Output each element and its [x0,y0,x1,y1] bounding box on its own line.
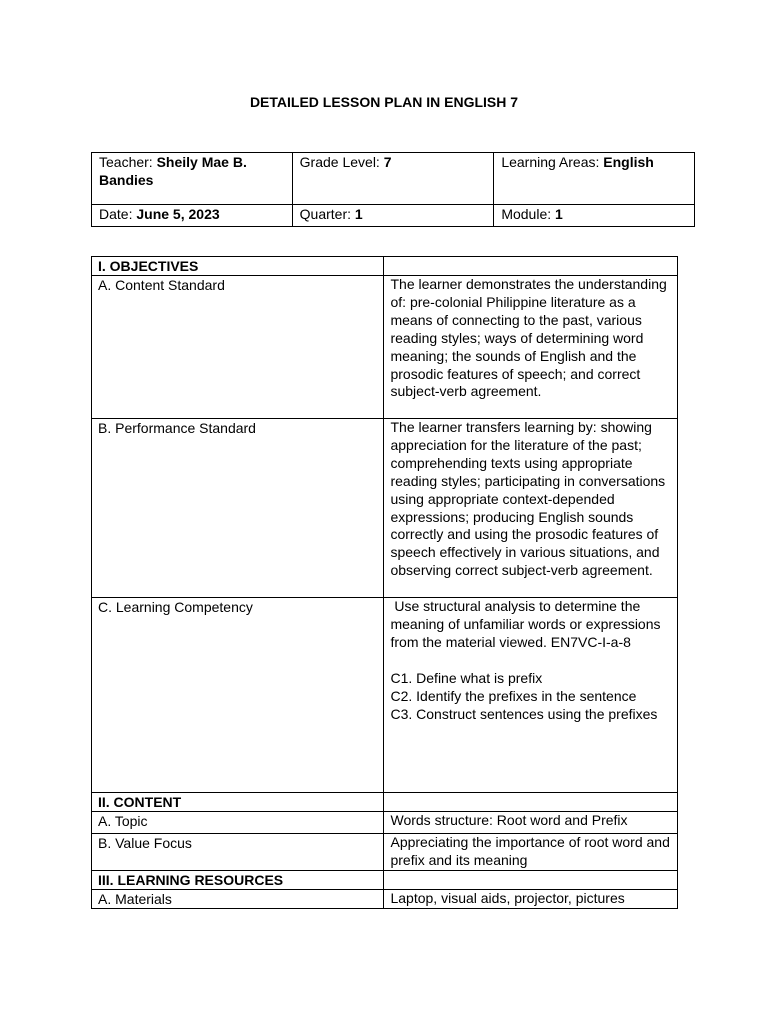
table-row [92,276,678,419]
grade-level-label: Grade Level: [299,154,384,170]
content-standard-text: The learner demonstrates the understanding of: pre-colonial Philippine literature as a means of connecting to the past, various reading styles; ways of determining word meaning; the sounds of English and the prosodic features of speech; and correct subject-verb agreement. [384,276,678,419]
module-cell [494,205,695,227]
quarter-label: Quarter: [299,206,355,222]
learning-competency-cell [384,598,678,793]
learning-competency-text: Use structural analysis to determine the meaning of unfamiliar words or expressions from the material viewed. EN7VC-I-a-8 [390,598,665,650]
spacer [390,652,671,670]
performance-standard-label: B. Performance Standard [92,419,384,598]
date-cell [92,205,293,227]
lesson-info-table [91,152,695,227]
lesson-plan-table [91,256,678,909]
learning-competency-label: C. Learning Competency [92,598,384,793]
content-standard-label: A. Content Standard [92,276,384,419]
objectives-heading: I. OBJECTIVES [92,257,384,276]
info-row [92,153,695,205]
table-row [92,834,678,871]
section-row-objectives [92,257,678,276]
quarter-value: 1 [354,206,363,222]
date-label: Date: [99,206,137,222]
date-value: June 5, 2023 [136,206,220,222]
value-focus-text: Appreciating the importance of root word and prefix and its meaning [384,834,678,871]
materials-label: A. Materials [92,889,384,908]
learning-areas-cell [494,153,695,205]
table-row [92,889,678,908]
competency-c1: C1. Define what is prefix [390,669,543,686]
empty-cell [384,870,678,889]
info-row [92,205,695,227]
document-title: DETAILED LESSON PLAN IN ENGLISH 7 [249,94,519,110]
table-row [92,419,678,598]
content-heading: II. CONTENT [92,793,384,812]
competency-c2: C2. Identify the prefixes in the sentence [390,687,637,704]
performance-standard-text: The learner transfers learning by: showing appreciation for the literature of the past; comprehending texts using appropriate reading styles; participating in conversations using appropriate context-depended expressions; producing English sounds correctly and using the prosodic features of speech effectively in various situations, and observing correct subject-verb agreement. [384,419,678,598]
learning-areas-label: Learning Areas: [501,154,604,170]
section-row-resources [92,870,678,889]
topic-text: Words structure: Root word and Prefix [384,812,678,834]
materials-text: Laptop, visual aids, projector, pictures [384,889,678,908]
teacher-label: Teacher: [99,154,157,170]
quarter-cell [292,205,494,227]
learning-areas-value: English [603,154,654,170]
teacher-cell [92,153,293,205]
table-row [92,598,678,793]
module-value: 1 [555,206,563,222]
empty-cell [384,793,678,812]
competency-c3: C3. Construct sentences using the prefixes [390,705,658,722]
table-row [92,812,678,834]
teacher-name: Sheily Mae B. Bandies [99,154,247,188]
topic-label: A. Topic [92,812,384,834]
section-row-content [92,793,678,812]
grade-level-cell [292,153,494,205]
empty-cell [384,257,678,276]
learning-resources-heading: III. LEARNING RESOURCES [92,870,384,889]
module-label: Module: [501,206,556,222]
grade-level-value: 7 [383,154,392,170]
value-focus-label: B. Value Focus [92,834,384,871]
